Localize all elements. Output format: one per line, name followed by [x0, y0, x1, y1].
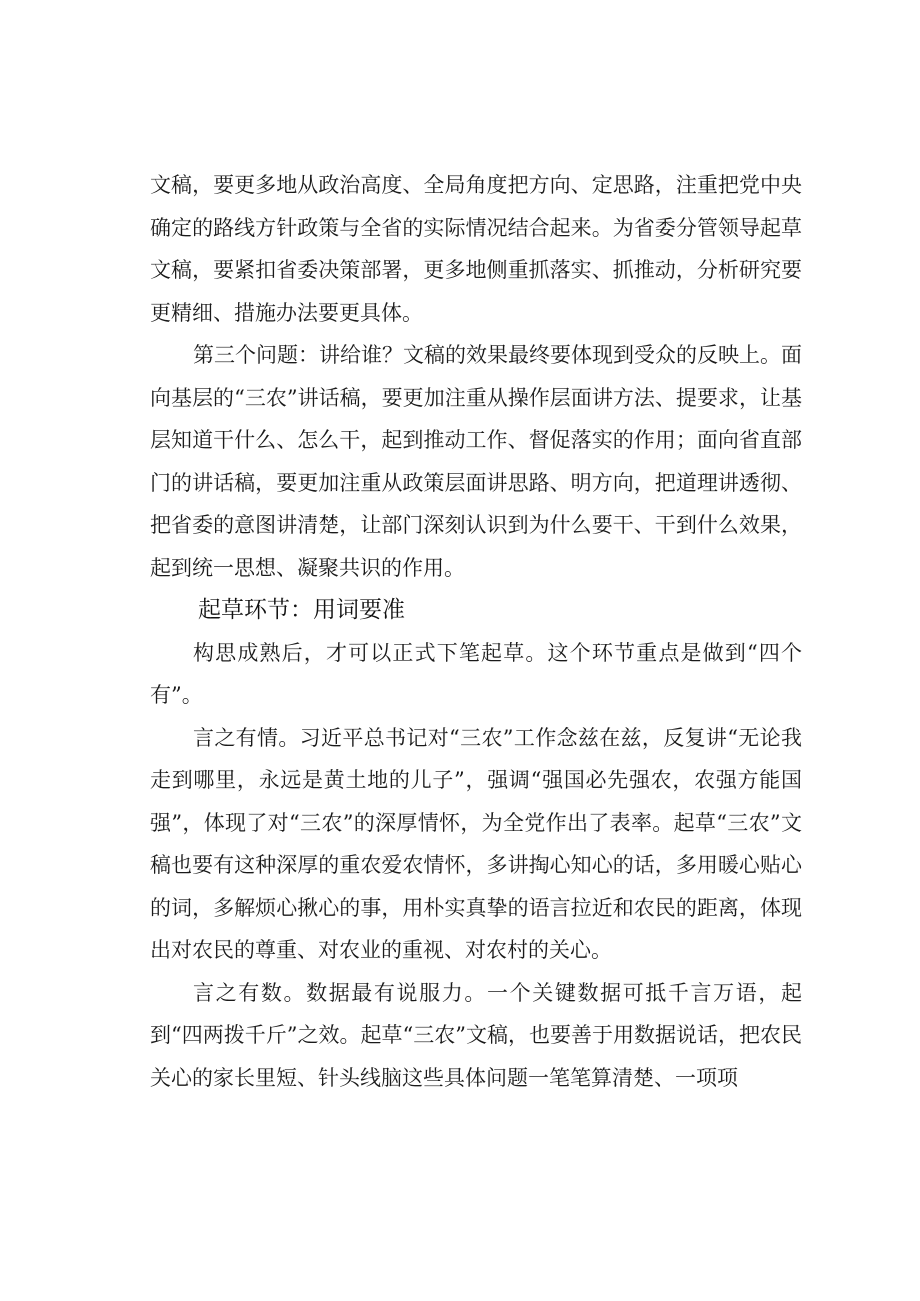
- document-body: [150, 164, 802, 1099]
- paragraph-emotion: 言之有情。习近平总书记对“三农”工作念兹在兹，反复讲“无论我走到哪里，永远是黄土地的儿子”，强调“强国必先强农，农强方能国强”，体现了对“三农”的深厚情怀，为全党作出了表率。起草“三农”文稿也要有这种深厚的重农爱农情怀，多讲掏心知心的话，多用暖心贴心的词，多解烦心揪心的事，用朴实真挚的语言拉近和农民的距离，体现出对农民的尊重、对农业的重视、对农村的关心。: [150, 725, 802, 962]
- paragraph-third-question: 第三个问题：讲给谁？文稿的效果最终要体现到受众的反映上。面向基层的“三农”讲话稿，要更加注重从操作层面讲方法、提要求，让基层知道干什么、怎么干，起到推动工作、督促落实的作用；面向省直部门的讲话稿，要更加注重从政策层面讲思路、明方向，把道理讲透彻、把省委的意图讲清楚，让部门深刻认识到为什么要干、干到什么效果，起到统一思想、凝聚共识的作用。: [150, 343, 802, 580]
- paragraph-continuation: 文稿，要更多地从政治高度、全局角度把方向、定思路，注重把党中央确定的路线方针政策与全省的实际情况结合起来。为省委分管领导起草文稿，要紧扣省委决策部署，更多地侧重抓落实、抓推动，分析研究要更精细、措施办法要更具体。: [150, 173, 802, 325]
- section-heading: 起草环节：用词要准: [198, 597, 405, 623]
- paragraph-four-haves: 构思成熟后，才可以正式下笔起草。这个环节重点是做到“四个有”。: [150, 640, 802, 707]
- paragraph-data: 言之有数。数据最有说服力。一个关键数据可抵千言万语，起到“四两拨千斤”之效。起草“三农”文稿，也要善于用数据说话，把农民关心的家长里短、针头线脑这些具体问题一笔笔算清楚、一项项: [150, 980, 802, 1090]
